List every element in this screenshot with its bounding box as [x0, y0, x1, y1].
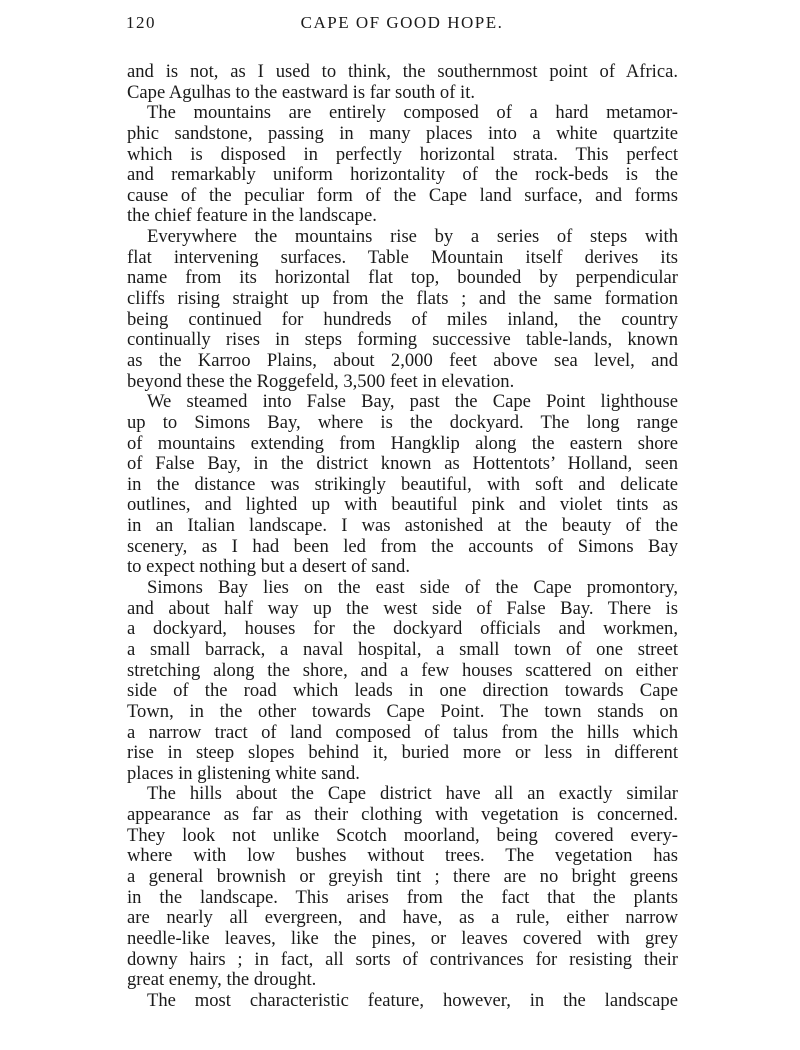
text-line: needle-like leaves, like the pines, or leaves covered with grey	[127, 927, 678, 949]
text-line: great enemy, the drought.	[127, 969, 317, 991]
text-line: downy hairs ; in fact, all sorts of contrivances for resisting their	[127, 948, 678, 970]
text-line: the chief feature in the landscape.	[127, 205, 377, 227]
text-line: Everywhere the mountains rise by a series of steps with	[147, 226, 678, 248]
text-line: cause of the peculiar form of the Cape land surface, and forms	[127, 184, 678, 206]
text-line: places in glistening white sand.	[127, 762, 360, 784]
text-line: of False Bay, in the district known as Hottentots’ Holland, seen	[127, 453, 678, 475]
running-head	[126, 13, 678, 39]
text-line: are nearly all evergreen, and have, as a rule, either narrow	[127, 907, 678, 929]
text-line: cliffs rising straight up from the flats ; and the same formation	[127, 288, 678, 310]
text-line: side of the road which leads in one direction towards Cape	[127, 680, 678, 702]
text-line: Cape Agulhas to the eastward is far south of it.	[127, 81, 476, 103]
text-line: appearance as far as their clothing with vegetation is concerned.	[127, 804, 678, 826]
text-line: rise in steep slopes behind it, buried more or less in different	[127, 742, 678, 764]
text-line: and about half way up the west side of False Bay. There is	[127, 597, 678, 619]
text-line: The hills about the Cape district have all an exactly similar	[147, 783, 678, 805]
text-line: a dockyard, houses for the dockyard officials and workmen,	[127, 618, 678, 640]
page-number: 120	[126, 13, 156, 32]
text-line: where with low bushes without trees. The vegetation has	[127, 845, 678, 867]
text-line: of mountains extending from Hangklip along the eastern shore	[127, 432, 678, 454]
text-line: We steamed into False Bay, past the Cape Point lighthouse	[147, 391, 678, 413]
text-line: phic sandstone, passing in many places into a white quartzite	[127, 122, 678, 144]
text-line: and is not, as I used to think, the southernmost point of Africa.	[127, 61, 678, 82]
text-line: which is disposed in perfectly horizontal strata. This perfect	[127, 143, 678, 165]
text-line: The most characteristic feature, however, in the landscape	[147, 989, 678, 1011]
text-line: continually rises in steps forming successive table-lands, known	[127, 329, 678, 351]
text-line: being continued for hundreds of miles inland, the country	[127, 308, 678, 330]
text-line: in the landscape. This arises from the fact that the plants	[127, 886, 678, 908]
text-line: in the distance was strikingly beautiful, with soft and delicate	[127, 473, 678, 495]
text-line: stretching along the shore, and a few houses scattered on either	[127, 659, 678, 681]
text-line: Town, in the other towards Cape Point. The town stands on	[127, 700, 678, 722]
text-line: to expect nothing but a desert of sand.	[127, 556, 410, 578]
text-line: up to Simons Bay, where is the dockyard. The long range	[127, 411, 678, 433]
text-line: They look not unlike Scotch moorland, being covered every-	[127, 824, 678, 846]
running-title: CAPE OF GOOD HOPE.	[300, 13, 504, 32]
text-line: The mountains are entirely composed of a hard metamor-	[147, 102, 678, 124]
text-line: outlines, and lighted up with beautiful pink and violet tints as	[127, 494, 678, 516]
text-line: and remarkably uniform horizontality of the rock-beds is the	[127, 164, 678, 186]
text-line: flat intervening surfaces. Table Mountain itself derives its	[127, 246, 678, 268]
body-text	[127, 62, 678, 1011]
text-line: a narrow tract of land composed of talus from the hills which	[127, 721, 678, 743]
text-line: scenery, as I had been led from the accounts of Simons Bay	[127, 535, 678, 557]
text-line: beyond these the Roggefeld, 3,500 feet in elevation.	[127, 370, 515, 392]
text-line: a general brownish or greyish tint ; there are no bright greens	[127, 865, 678, 887]
text-line: as the Karroo Plains, about 2,000 feet above sea level, and	[127, 349, 678, 371]
text-line: a small barrack, a naval hospital, a small town of one street	[127, 638, 678, 660]
text-line: Simons Bay lies on the east side of the Cape promontory,	[147, 577, 678, 599]
text-line: in an Italian landscape. I was astonished at the beauty of the	[127, 515, 678, 537]
text-line: name from its horizontal flat top, bounded by perpendicular	[127, 267, 678, 289]
